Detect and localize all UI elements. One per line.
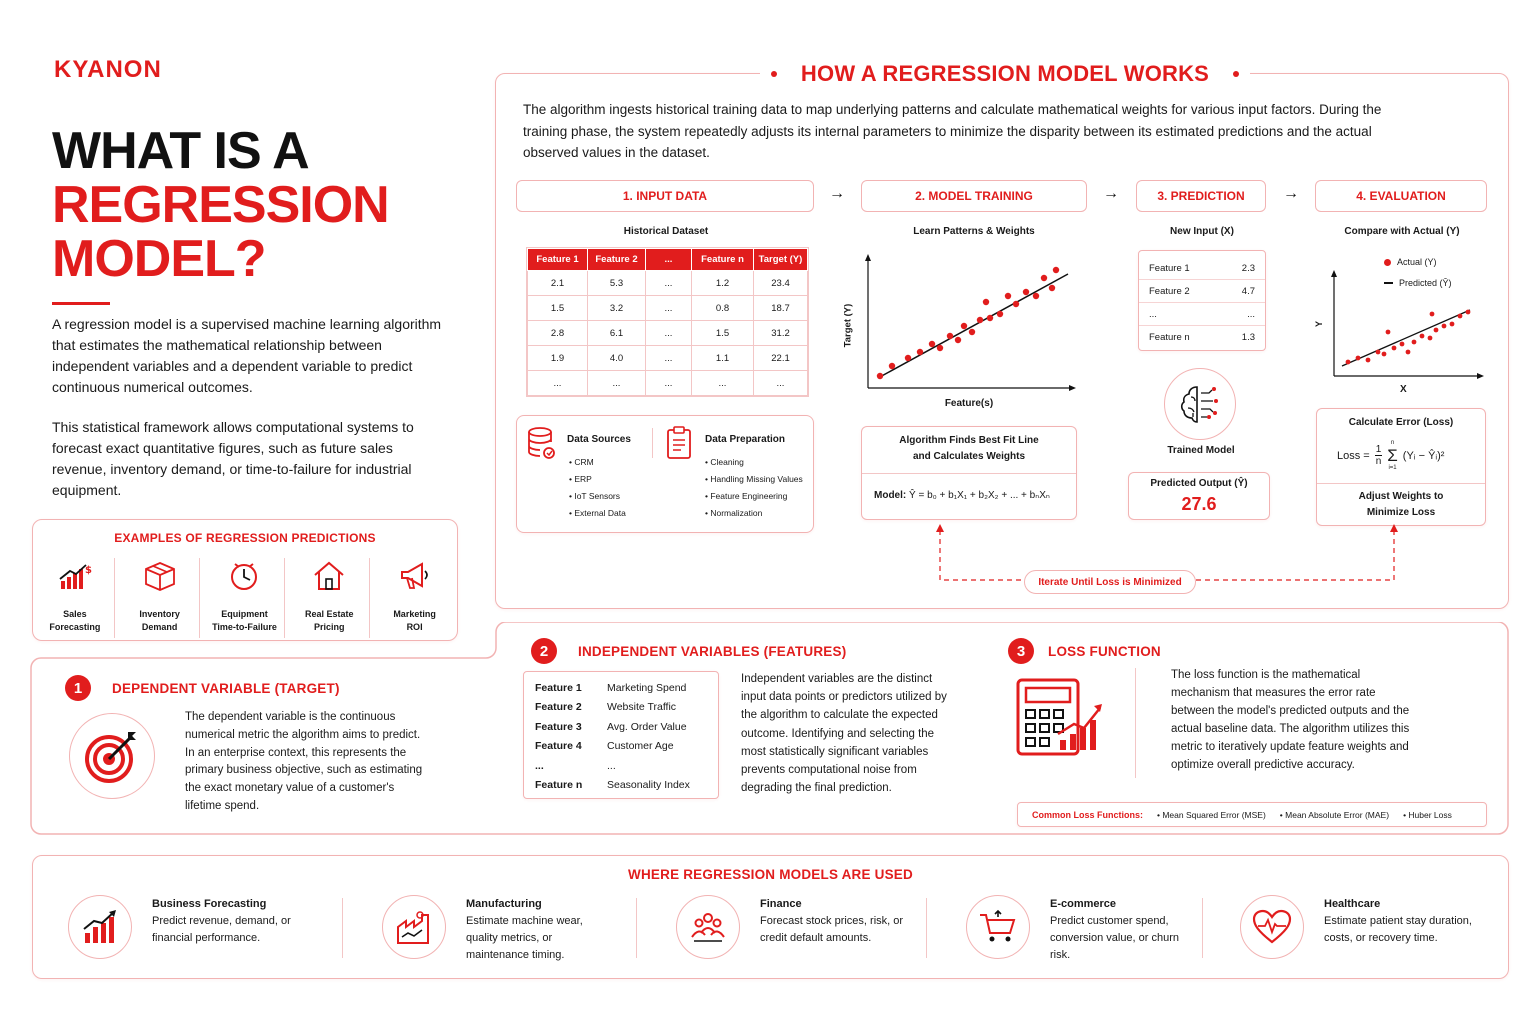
page-title bbox=[52, 124, 389, 286]
growth-chart-icon bbox=[68, 895, 132, 959]
data-point bbox=[937, 345, 943, 351]
data-point bbox=[889, 363, 895, 369]
divider bbox=[636, 898, 637, 958]
divider bbox=[1317, 483, 1485, 484]
title-line-2: REGRESSION bbox=[52, 176, 389, 234]
data-point bbox=[1041, 275, 1047, 281]
data-point bbox=[1420, 334, 1425, 339]
table-header-cell: Target (Y) bbox=[754, 249, 808, 271]
table-cell: 23.4 bbox=[754, 271, 808, 296]
use-case-heading: Healthcare bbox=[1324, 898, 1381, 910]
adjust-line-2: Minimize Loss bbox=[1366, 507, 1436, 518]
training-y-label: Target (Y) bbox=[842, 303, 854, 348]
common-loss-label: Common Loss Functions: bbox=[1032, 809, 1143, 820]
data-point bbox=[947, 333, 953, 339]
data-point bbox=[997, 311, 1003, 317]
data-point bbox=[1400, 342, 1405, 347]
title-line-3: MODEL? bbox=[52, 230, 266, 288]
calculator-chart-icon bbox=[1014, 678, 1106, 758]
megaphone-icon bbox=[398, 558, 432, 594]
feature-row: Feature 1 Marketing Spend bbox=[535, 681, 687, 694]
predicted-output-box bbox=[1128, 472, 1270, 520]
data-point bbox=[955, 337, 961, 343]
data-point bbox=[1013, 301, 1019, 307]
table-row bbox=[528, 371, 808, 396]
intro-paragraph-2: This statistical framework allows computational systems to forecast exact quantitative figures, such as future sales revenue, inventory demand, or time-to-failure for industrial equipment. bbox=[52, 419, 414, 498]
dataset-caption: Historical Dataset bbox=[623, 226, 709, 237]
best-fit-box bbox=[861, 426, 1077, 520]
predicted-output-value: 27.6 bbox=[1181, 494, 1217, 514]
step-evaluation: 4. EVALUATION bbox=[1315, 180, 1487, 212]
adjust-line-1: Adjust Weights to bbox=[1358, 491, 1444, 502]
clipboard-icon bbox=[665, 426, 693, 460]
example-label: Marketing ROI bbox=[393, 609, 436, 632]
section-number-2: 2 bbox=[531, 638, 557, 664]
data-sources-card bbox=[516, 415, 814, 533]
x-axis-arrow bbox=[1069, 385, 1076, 391]
data-sources-title: Data Sources bbox=[567, 434, 631, 445]
loss-huber: • Huber Loss bbox=[1403, 809, 1452, 820]
how-title: HOW A REGRESSION MODEL WORKS bbox=[800, 61, 1210, 86]
loss-box bbox=[1316, 408, 1486, 526]
table-cell: ... bbox=[528, 371, 588, 396]
table-header-cell: Feature 1 bbox=[528, 249, 588, 271]
table-cell: 6.1 bbox=[588, 321, 646, 346]
eval-y-axis-label: Y bbox=[1314, 320, 1325, 328]
features-table bbox=[523, 671, 719, 799]
independent-text: Independent variables are the distinct input data points or predictors utilized by the algorithm to calculate the expected outcome. Identifying and selecting the most statistically significant variables prevents computational noise from degrading the final prediction. bbox=[741, 673, 947, 795]
house-icon bbox=[312, 558, 346, 594]
data-point bbox=[983, 299, 989, 305]
feature-row: ... ... bbox=[535, 759, 616, 772]
loss-mse: • Mean Squared Error (MSE) bbox=[1157, 809, 1266, 820]
title-dot-left bbox=[771, 71, 777, 77]
data-point bbox=[1450, 322, 1455, 327]
table-cell: ... bbox=[646, 296, 692, 321]
data-point bbox=[1033, 293, 1039, 299]
common-loss-box bbox=[1017, 802, 1487, 827]
table-header-cell: ... bbox=[646, 249, 692, 271]
section-number-3: 3 bbox=[1008, 638, 1034, 664]
data-point bbox=[1382, 352, 1387, 357]
model-label: Model: bbox=[874, 490, 907, 501]
use-case-item bbox=[152, 896, 302, 947]
shopping-cart-icon bbox=[966, 895, 1030, 959]
divider bbox=[1202, 898, 1203, 958]
table-cell: 5.3 bbox=[588, 271, 646, 296]
arrow-right-icon: → bbox=[829, 185, 845, 202]
dataset-table bbox=[527, 248, 808, 396]
list-item: • Cleaning bbox=[705, 457, 744, 467]
best-fit-line-2: and Calculates Weights bbox=[912, 451, 1026, 462]
table-cell: 1.9 bbox=[528, 346, 588, 371]
trained-model-label: Trained Model bbox=[1167, 445, 1235, 456]
data-point bbox=[977, 317, 983, 323]
data-point bbox=[1049, 285, 1055, 291]
feature-row: Feature 3 Avg. Order Value bbox=[535, 720, 687, 733]
data-point bbox=[1346, 360, 1351, 365]
section-number-1: 1 bbox=[65, 675, 91, 701]
heart-pulse-icon bbox=[1240, 895, 1304, 959]
title-dot-right bbox=[1233, 71, 1239, 77]
data-point bbox=[1376, 350, 1381, 355]
clock-icon bbox=[227, 558, 261, 594]
divider bbox=[1135, 668, 1136, 778]
brand-logo: KYANON bbox=[54, 56, 162, 83]
intro-paragraph-1: A regression model is a supervised machine learning algorithm that estimates the mathematical relationship between independent variables and a dependent variable to predict continuous numerical outcomes. bbox=[52, 316, 442, 395]
feature-row: Feature 4 Customer Age bbox=[535, 740, 674, 753]
fraction: $\frac{1}{n}$ bbox=[1375, 444, 1382, 467]
legend-actual: Actual (Y) bbox=[1384, 257, 1437, 267]
box-icon bbox=[143, 558, 177, 594]
loss-title: Calculate Error (Loss) bbox=[1348, 417, 1454, 428]
dataset-table-wrap bbox=[526, 247, 809, 397]
evaluation-caption: Compare with Actual (Y) bbox=[1344, 226, 1460, 237]
input-row: Feature 2 4.7 bbox=[1139, 280, 1265, 303]
table-cell: 1.1 bbox=[692, 346, 754, 371]
table-cell: 31.2 bbox=[754, 321, 808, 346]
use-case-heading: Manufacturing bbox=[466, 898, 542, 910]
table-row bbox=[528, 296, 808, 321]
use-case-text: Predict revenue, demand, or financial performance. bbox=[152, 915, 291, 944]
table-cell: 1.5 bbox=[692, 321, 754, 346]
predicted-line bbox=[1342, 310, 1470, 366]
table-cell: ... bbox=[588, 371, 646, 396]
divider bbox=[862, 473, 1076, 474]
list-item: • Handling Missing Values bbox=[705, 474, 803, 484]
loss-text: The loss function is the mathematical mechanism that measures the error rate between the model's predicted outputs and the actual baseline data. The algorithm utilizes this metric to iteratively update feature weights and optimize overall predictive accuracy. bbox=[1171, 669, 1410, 771]
use-case-text: Estimate patient stay duration, costs, or recovery time. bbox=[1324, 915, 1472, 944]
iterate-label: Iterate Until Loss is Minimized bbox=[1024, 570, 1196, 594]
uses-title: WHERE REGRESSION MODELS ARE USED bbox=[628, 867, 913, 882]
use-case-text: Predict customer spend, conversion value, or churn risk. bbox=[1050, 915, 1180, 961]
example-label: Equipment Time-to-Failure bbox=[212, 609, 277, 632]
table-cell: 18.7 bbox=[754, 296, 808, 321]
legend-predicted: Predicted (Ŷ) bbox=[1384, 278, 1452, 288]
table-row bbox=[528, 346, 808, 371]
data-point bbox=[1005, 293, 1011, 299]
data-point bbox=[877, 373, 883, 379]
list-item: • Feature Engineering bbox=[705, 491, 788, 501]
example-label: Real Estate Pricing bbox=[305, 609, 354, 632]
training-x-label: Feature(s) bbox=[944, 398, 994, 409]
table-cell: 22.1 bbox=[754, 346, 808, 371]
arrow-right-icon: → bbox=[1283, 185, 1299, 202]
data-point bbox=[1430, 312, 1435, 317]
data-point bbox=[905, 355, 911, 361]
table-header-cell: Feature n bbox=[692, 249, 754, 271]
table-row bbox=[528, 271, 808, 296]
table-cell: 4.0 bbox=[588, 346, 646, 371]
eval-x-axis-label: X bbox=[1400, 384, 1407, 395]
sigma: n Σ i=1 bbox=[1387, 440, 1398, 471]
model-formula: Ŷ = b₀ + b₁X₁ + b₂X₂ + ... + bₙXₙ bbox=[909, 490, 1050, 501]
table-cell: 1.5 bbox=[528, 296, 588, 321]
input-row: Feature n 1.3 bbox=[1149, 332, 1255, 343]
feature-row: Feature n Seasonality Index bbox=[535, 779, 690, 792]
dependent-text: The dependent variable is the continuous numerical metric the algorithm aims to predict. In an enterprise context, this represents the primary business objective, such as estimating the exact monetary value of a customer's lifetime spend. bbox=[185, 711, 423, 812]
divider bbox=[342, 898, 343, 958]
data-point bbox=[961, 323, 967, 329]
dependent-title: DEPENDENT VARIABLE (TARGET) bbox=[112, 681, 340, 696]
data-point bbox=[1434, 328, 1439, 333]
use-case-item bbox=[1050, 896, 1200, 964]
data-point bbox=[1466, 310, 1471, 315]
table-cell: 1.2 bbox=[692, 271, 754, 296]
divider bbox=[652, 428, 653, 458]
table-cell: 0.8 bbox=[692, 296, 754, 321]
table-row bbox=[528, 321, 808, 346]
data-point bbox=[1053, 267, 1059, 273]
independent-title: INDEPENDENT VARIABLES (FEATURES) bbox=[578, 644, 847, 659]
data-point bbox=[1406, 350, 1411, 355]
data-point bbox=[917, 349, 923, 355]
data-point bbox=[929, 341, 935, 347]
use-case-heading: Business Forecasting bbox=[152, 898, 267, 910]
table-cell: 2.1 bbox=[528, 271, 588, 296]
data-point bbox=[1366, 358, 1371, 363]
input-row: Feature 1 2.3 bbox=[1139, 257, 1265, 280]
step-input-data: 1. INPUT DATA bbox=[516, 180, 814, 212]
input-row: ... ... bbox=[1139, 303, 1265, 326]
data-points bbox=[877, 267, 1059, 379]
example-label: Sales Forecasting bbox=[49, 609, 101, 632]
data-point bbox=[1458, 314, 1463, 319]
table-cell: ... bbox=[754, 371, 808, 396]
legend-line bbox=[1384, 282, 1393, 284]
table-cell: 2.8 bbox=[528, 321, 588, 346]
use-case-item bbox=[1324, 896, 1474, 947]
best-fit-line-1: Algorithm Finds Best Fit Line bbox=[899, 435, 1039, 446]
table-cell: 3.2 bbox=[588, 296, 646, 321]
people-group-icon bbox=[676, 895, 740, 959]
loss-mae: • Mean Absolute Error (MAE) bbox=[1279, 809, 1390, 820]
use-case-text: Forecast stock prices, risk, or credit default amounts. bbox=[760, 915, 904, 944]
data-point bbox=[1023, 289, 1029, 295]
use-case-item bbox=[760, 896, 910, 947]
data-point bbox=[1392, 346, 1397, 351]
how-title-wrap bbox=[760, 60, 1250, 88]
step-prediction: 3. PREDICTION bbox=[1136, 180, 1266, 212]
table-cell: ... bbox=[646, 321, 692, 346]
how-intro: The algorithm ingests historical training data to map underlying patterns and calculate mathematical weights for various input factors. During the training phase, the system repeatedly adjusts its internal parameters to minimize the disparity between its estimated predictions and the actual observed values in the dataset. bbox=[523, 102, 1382, 160]
loss-title-section: LOSS FUNCTION bbox=[1048, 644, 1161, 659]
list-item: • ERP bbox=[569, 474, 592, 484]
list-item: • Normalization bbox=[705, 508, 763, 518]
fit-line bbox=[878, 274, 1068, 378]
model-equation bbox=[874, 490, 1050, 501]
predicted-output-label: Predicted Output (Ŷ) bbox=[1150, 478, 1248, 489]
list-item: • External Data bbox=[569, 508, 626, 518]
list-item: • IoT Sensors bbox=[569, 491, 621, 501]
feature-row: Feature 2 Website Traffic bbox=[535, 701, 677, 714]
y-axis-arrow bbox=[865, 254, 871, 261]
training-scatter-plot bbox=[840, 248, 1080, 418]
svg-text:$: $ bbox=[84, 565, 92, 576]
table-cell: ... bbox=[646, 346, 692, 371]
table-cell: ... bbox=[646, 371, 692, 396]
data-sources-list bbox=[569, 454, 626, 522]
loss-formula: Loss = $\frac{1}{n}$ n Σ i=1 (Yᵢ − Ŷᵢ)² bbox=[1337, 440, 1445, 471]
bar-chart-dollar-icon bbox=[58, 558, 92, 594]
database-icon bbox=[527, 426, 557, 462]
target-icon bbox=[69, 713, 155, 799]
list-item: • CRM bbox=[569, 457, 594, 467]
table-cell: ... bbox=[646, 271, 692, 296]
new-input-box bbox=[1138, 250, 1266, 351]
use-case-item bbox=[466, 896, 616, 964]
use-case-text: Estimate machine wear, quality metrics, or maintenance timing. bbox=[466, 915, 583, 961]
data-prep-title: Data Preparation bbox=[705, 434, 786, 445]
data-point bbox=[1386, 330, 1391, 335]
data-point bbox=[969, 329, 975, 335]
use-case-heading: Finance bbox=[760, 898, 802, 910]
legend-dot bbox=[1384, 259, 1391, 266]
training-caption: Learn Patterns & Weights bbox=[913, 226, 1035, 237]
prediction-caption: New Input (X) bbox=[1170, 226, 1234, 237]
arrow-right-icon: → bbox=[1103, 185, 1119, 202]
data-point bbox=[1442, 324, 1447, 329]
table-cell: ... bbox=[692, 371, 754, 396]
data-point bbox=[987, 315, 993, 321]
use-case-heading: E-commerce bbox=[1050, 898, 1117, 910]
data-prep-list bbox=[705, 454, 803, 522]
divider bbox=[926, 898, 927, 958]
example-label: Inventory Demand bbox=[139, 609, 180, 632]
title-line-1: WHAT IS A bbox=[52, 122, 309, 180]
brain-icon bbox=[1164, 368, 1236, 440]
data-point bbox=[1412, 340, 1417, 345]
data-point bbox=[1356, 356, 1361, 361]
examples-title: EXAMPLES OF REGRESSION PREDICTIONS bbox=[114, 531, 376, 545]
title-underline bbox=[52, 302, 110, 305]
factory-icon bbox=[382, 895, 446, 959]
data-point bbox=[1428, 336, 1433, 341]
table-header-cell: Feature 2 bbox=[588, 249, 646, 271]
step-model-training: 2. MODEL TRAINING bbox=[861, 180, 1087, 212]
